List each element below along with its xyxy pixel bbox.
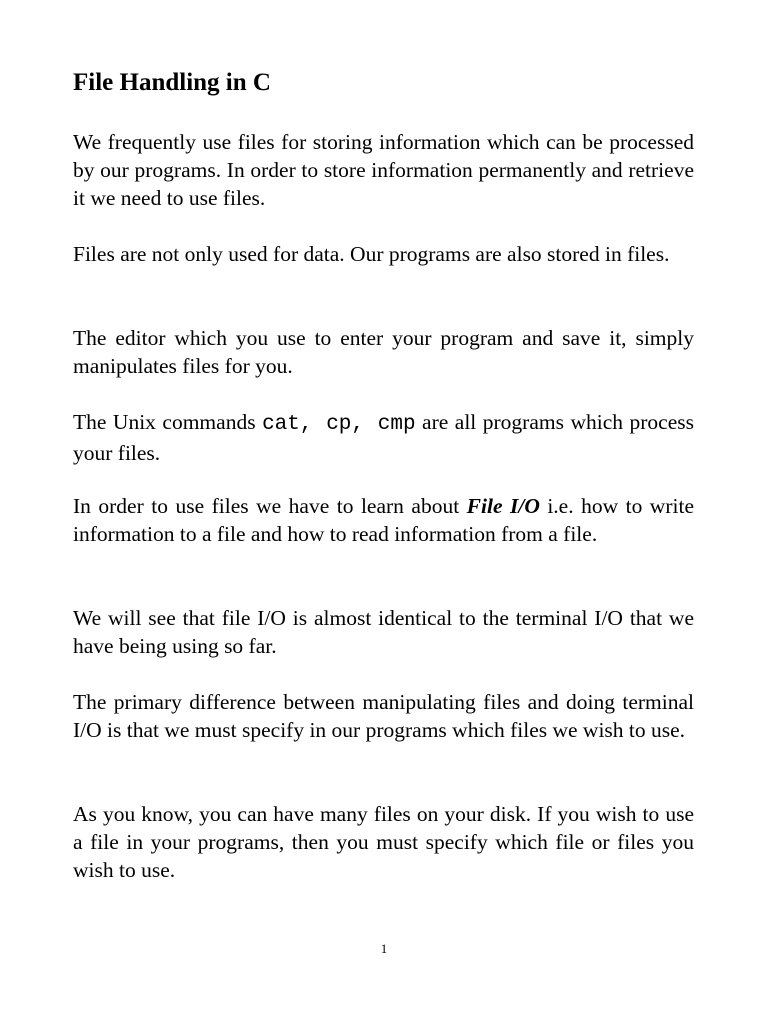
file-io-term: File I/O <box>466 494 540 518</box>
paragraph-terminal-io: We will see that file I/O is almost identical to the terminal I/O that we have being using so far. <box>73 606 694 658</box>
paragraph-unix-commands-intro: The Unix commands <box>73 410 263 434</box>
document-title: File Handling in C <box>73 69 271 96</box>
unix-commands-code: cat, cp, cmp <box>262 413 416 436</box>
paragraph-editor: The editor which you use to enter your program and save it, simply manipulates files for you. <box>73 326 694 378</box>
paragraph-primary-difference: The primary difference between manipulating files and doing terminal I/O is that we must specify in our programs which files we wish to use. <box>73 690 694 742</box>
paragraph-files-purpose: We frequently use files for storing information which can be processed by our programs. In order to store information permanently and retrieve it we need to use files. <box>73 130 694 210</box>
paragraph-file-io-intro: In order to use files we have to learn about <box>73 494 467 518</box>
paragraph-unix-commands <box>73 408 694 467</box>
paragraph-many-files: As you know, you can have many files on your disk. If you wish to use a file in your programs, then you must specify which file or files you wish to use. <box>73 802 694 882</box>
paragraph-file-io <box>73 492 694 548</box>
paragraph-files-not-only-data: Files are not only used for data. Our programs are also stored in files. <box>73 242 670 266</box>
paragraph-unix-commands-rest: are all programs which process your files. <box>73 410 694 465</box>
page-number: 1 <box>380 941 388 956</box>
paragraph-file-io-rest: i.e. how to write information to a file and how to read information from a file. <box>73 494 694 546</box>
